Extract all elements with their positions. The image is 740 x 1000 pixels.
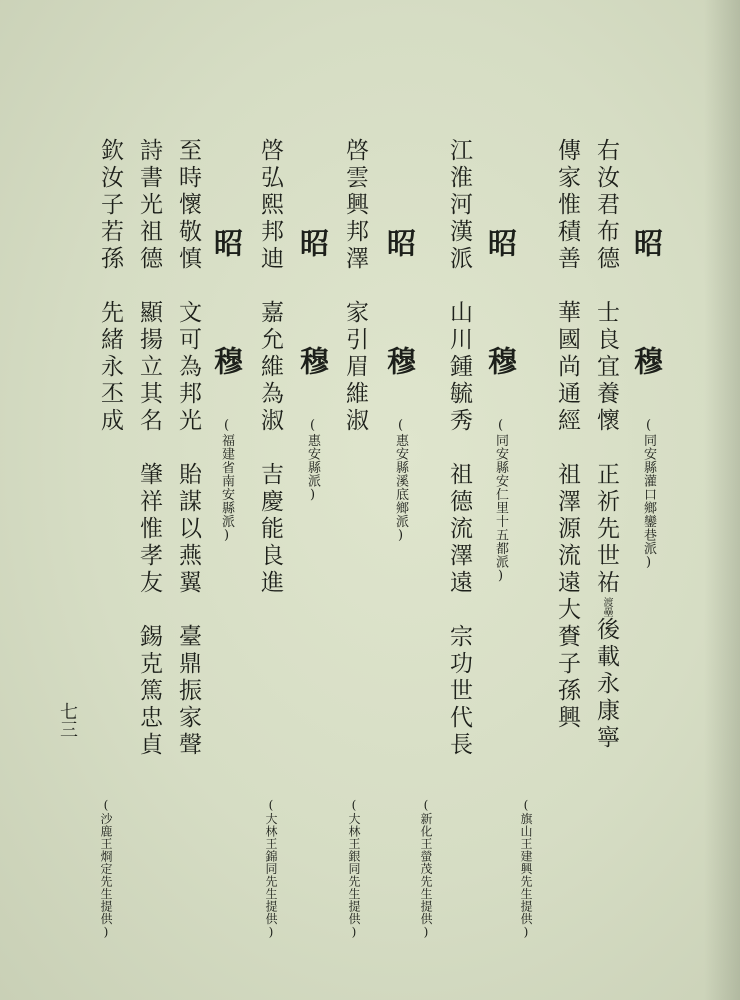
page-edge-shadow: [704, 0, 740, 1000]
section-heading: 昭 穆: [296, 228, 330, 405]
text-line: 詩書光祖德 顯揚立其名 肇祥惟孝友 錫克篤忠貞: [136, 138, 162, 759]
page-number: 七三: [57, 702, 78, 738]
section-heading: 昭 穆: [484, 228, 518, 405]
provider-credit: (大林王銀同先生提供): [347, 798, 361, 940]
text-line: 傳家惟積善 華國尚通經 祖澤源流遠大賚子孫興: [554, 138, 580, 732]
provider-credit: (旗山王建興先生提供): [519, 798, 533, 940]
section-note: (惠安縣溪底鄉派): [393, 418, 408, 544]
text-line: 欽汝子若孫 先緒永丕成: [97, 138, 123, 435]
section-heading: 昭 穆: [630, 228, 664, 405]
small-annotation: 渡壘: [601, 597, 612, 617]
section-heading: 昭 穆: [383, 228, 417, 405]
text-line: 江淮河漢派 山川鍾毓秀 祖德流澤遠 宗功世代長: [446, 138, 472, 759]
text-line: 啓弘熙邦迪 嘉允維為淑 吉慶能良進: [257, 138, 283, 597]
section-note: (同安縣灌口鄉鑾巷派): [641, 418, 656, 571]
provider-credit: (大林王錦同先生提供): [264, 798, 278, 940]
section-note: (惠安縣派): [305, 418, 320, 503]
text-line: 至時懷敬慎 文可為邦光 貽謀以燕翼 臺鼎振家聲: [175, 138, 201, 759]
provider-credit: (沙鹿王烱定先生提供): [99, 798, 113, 940]
text-line: 啓雲興邦澤 家引眉維淑: [342, 138, 368, 435]
section-note: (福建省南安縣派): [219, 418, 234, 544]
text-line: 右汝君布德 士良宜養懷 正祈先世祐渡壘後載永康寧: [593, 138, 619, 752]
section-heading: 昭 穆: [210, 228, 244, 405]
section-note: (同安縣安仁里十五都派): [493, 418, 508, 584]
provider-credit: (新化王螢茂先生提供): [419, 798, 433, 940]
